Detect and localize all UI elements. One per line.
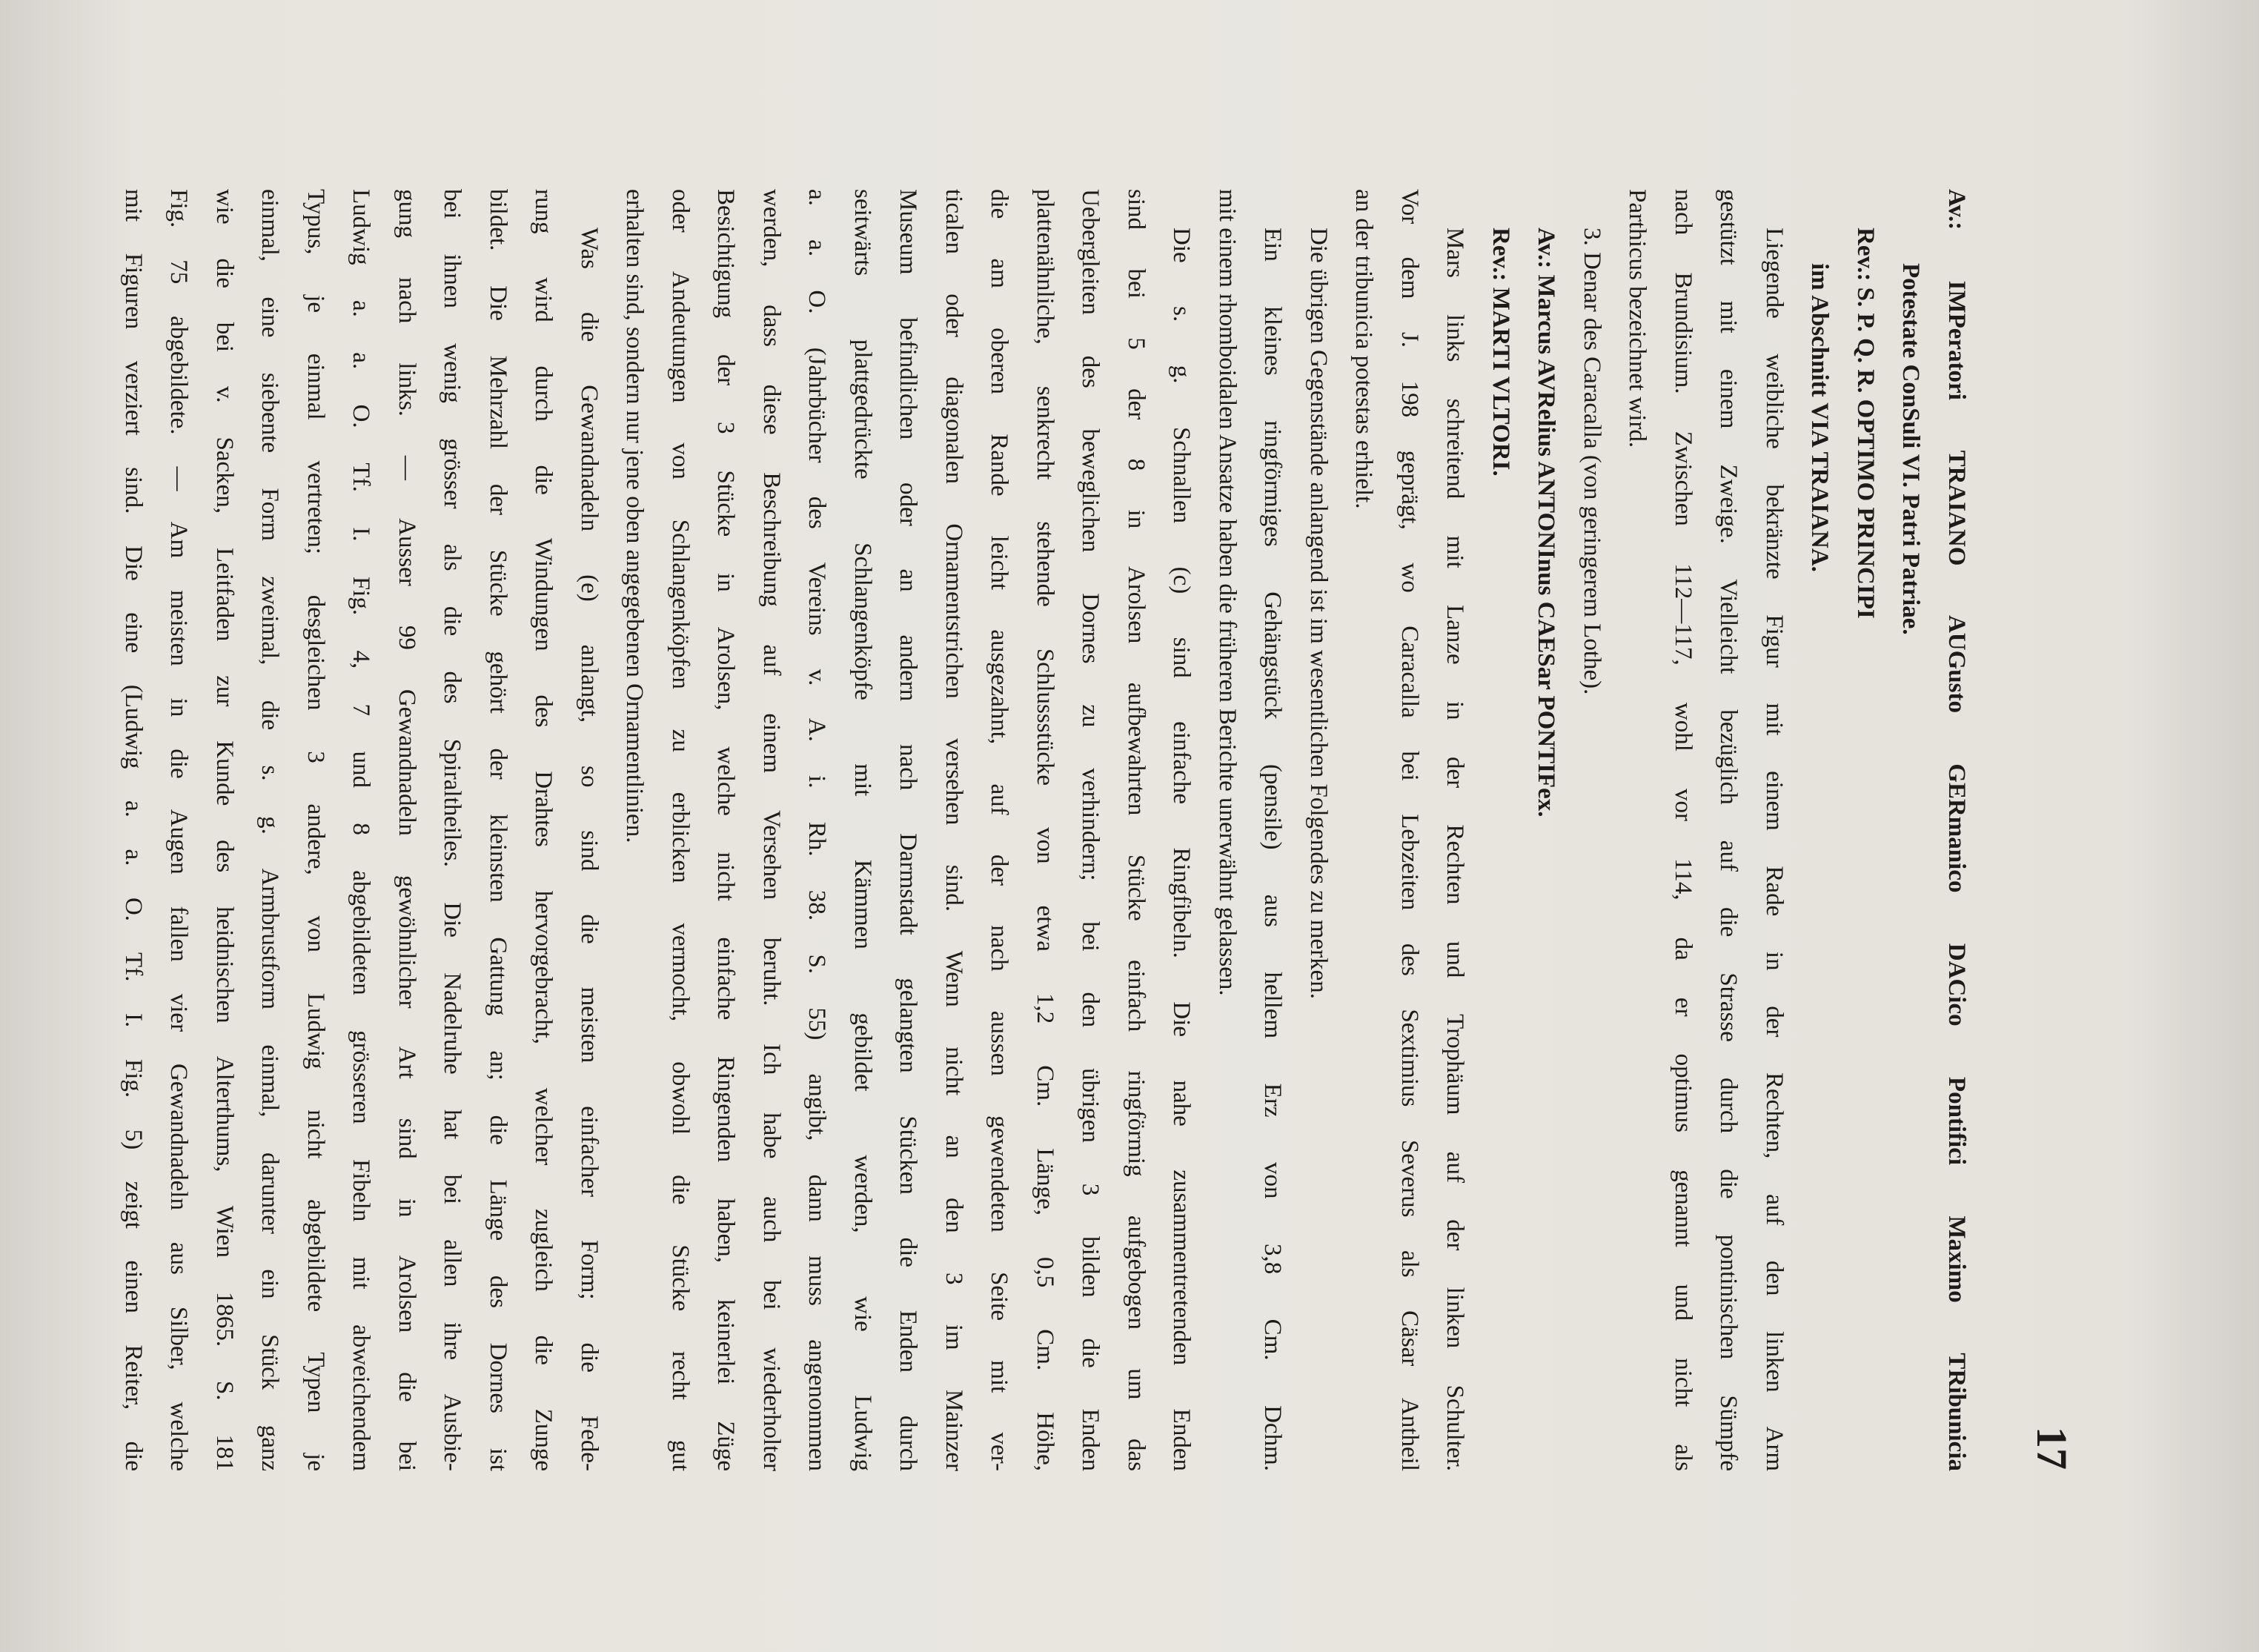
text-line: gestützt mit einem Zweige. Vielleicht bezüglich auf die Strasse durch die pontinischen Sümpfe — [1715, 189, 1742, 1471]
text-line: plattenähnliche, senkrecht stehende Schlussstücke von etwa 1,2 Cm. Länge, 0,5 Cm. Höhe, — [1032, 189, 1058, 1471]
text-block — [110, 189, 1980, 1471]
text-line: an der tribunicia potestas erhielt. — [1350, 189, 1378, 509]
text-line: Uebergleiten des beweglichen Dornes zu verhindern; bei den übrigen 3 bilden die Enden — [1077, 189, 1104, 1471]
text-line: Was die Gewandnadeln (e) anlangt, so sind die meisten einfacher Form; die Fede- — [576, 228, 603, 1471]
text-line: Parthicus bezeichnet wird. — [1624, 189, 1651, 448]
text-line: Mars links schreitend mit Lanze in der Rechten und Trophäum auf der linken Schulter. — [1442, 228, 1469, 1471]
text-line: rung wird durch die Windungen des Drahtes hervorgebracht, welcher zugleich die Zunge — [530, 189, 557, 1471]
text-line: Liegende weibliche bekränzte Figur mit einem Rade in der Rechten, auf den linken Arm — [1761, 228, 1788, 1471]
text-line: werden, dass diese Beschreibung auf einem Versehen beruht. Ich habe auch bei wiederholter — [758, 189, 785, 1471]
text-line: Ludwig a. a. O. Tf. I. Fig. 4, 7 und 8 abgebildeten grösseren Fibeln mit abweichendem — [348, 189, 375, 1471]
text-line: Av.: IMPeratori TRAIANO AUGusto GERmanico DACico Pontifici Maximo TRibunicia — [1943, 189, 1970, 1471]
text-line: Potestate ConSuli VI. Patri Patriae. — [1897, 263, 1925, 635]
text-line: Av.: Marcus AVRelius ANTONInus CAESar PONTIFex. — [1533, 228, 1560, 817]
text-line: im Abschnitt VIA TRAIANA. — [1806, 263, 1834, 572]
text-line: gung nach links. — Ausser 99 Gewandnadeln gewöhnlicher Art sind in Arolsen die bei — [394, 189, 420, 1471]
rotated-document-page — [89, 63, 2201, 1597]
text-line: die am oberen Rande leicht ausgezahnt, auf der nach aussen gewendeten Seite mit ver- — [986, 189, 1013, 1471]
text-line: Ein kleines ringförmiges Gehängstück (pensile) aus hellem Erz von 3,8 Cm. Dchm. — [1259, 228, 1287, 1471]
text-line: a. a. O. (Jahrbücher des Vereins v. A. i. Rh. 38. S. 55) angibt, dann muss angenommen — [803, 189, 831, 1471]
text-line: Museum befindlichen oder an andern nach Darmstadt gelangten Stücken die Enden durch — [895, 189, 922, 1471]
text-line: Typus, je einmal vertreten; desgleichen 3 andere, von Ludwig nicht abgebildete Typen je — [302, 189, 329, 1471]
text-line: erhalten sind, sondern nur jene oben angegebenen Ornamentlinien. — [621, 189, 648, 843]
text-line: mit Figuren verziert sind. Die eine (Ludwig a. a. O. Tf. I. Fig. 5) zeigt einen Reiter, die — [120, 189, 147, 1471]
text-line: Rev.: MARTI VLTORI. — [1487, 228, 1514, 477]
text-line: 3. Denar des Caracalla (von geringerem Lothe). — [1579, 228, 1605, 695]
text-line: bildet. Die Mehrzahl der Stücke gehört der kleinsten Gattung an; die Länge des Dornes ist — [485, 189, 511, 1471]
text-line: Fig. 75 abgebildete. — Am meisten in die Augen fallen vier Gewandnadeln aus Silber, welche — [165, 189, 193, 1471]
text-line: oder Andeutungen von Schlangenköpfen zu erblicken vermocht, obwohl die Stücke recht gut — [667, 189, 694, 1471]
text-line: Besichtigung der 3 Stücke in Arolsen, welche nicht einfache Ringenden haben, keinerlei Züge — [712, 189, 740, 1471]
text-line: bei ihnen wenig grösser als die des Spiraltheiles. Die Nadelruhe hat bei allen ihre Ausbie- — [439, 189, 466, 1471]
text-line: wie die bei v. Sacken, Leitfaden zur Kunde des heidnischen Alterthums, Wien 1865. S. 181 — [211, 189, 238, 1471]
text-line: Die übrigen Gegenstände anlangend ist im wesentlichen Folgendes zu merken. — [1305, 228, 1332, 1000]
text-line: Die s. g. Schnallen (c) sind einfache Ringfibeln. Die nahe zusammentretenden Enden — [1168, 228, 1195, 1471]
text-line: mit einem rhomboidalen Ansatze haben die früheren Berichte unerwähnt gelassen. — [1214, 189, 1241, 996]
text-line: ticalen oder diagonalen Ornamentstrichen versehen sind. Wenn nicht an den 3 im Mainzer — [941, 189, 967, 1471]
text-line: seitwärts plattgedrückte Schlangenköpfe mit Kämmen gebildet werden, wie Ludwig — [849, 189, 876, 1471]
text-line: sind bei 5 der 8 in Arolsen aufbewahrten Stücke einfach ringförmig aufgebogen um das — [1123, 189, 1150, 1471]
text-line: Rev.: S. P. Q. R. OPTIMO PRINCIPI — [1852, 228, 1879, 619]
text-line: einmal, eine siebente Form zweimal, die s. g. Armbrustform einmal, darunter ein Stück ganz — [256, 189, 284, 1471]
page-number: 17 — [2028, 1427, 2076, 1470]
text-line: Vor dem J. 198 geprägt, wo Caracalla bei Lebzeiten des Sextimius Severus als Cäsar Antheil — [1396, 189, 1423, 1471]
text-line: nach Brundisium. Zwischen 112—117, wohl vor 114, da er optimus genannt und nicht als — [1670, 189, 1696, 1471]
